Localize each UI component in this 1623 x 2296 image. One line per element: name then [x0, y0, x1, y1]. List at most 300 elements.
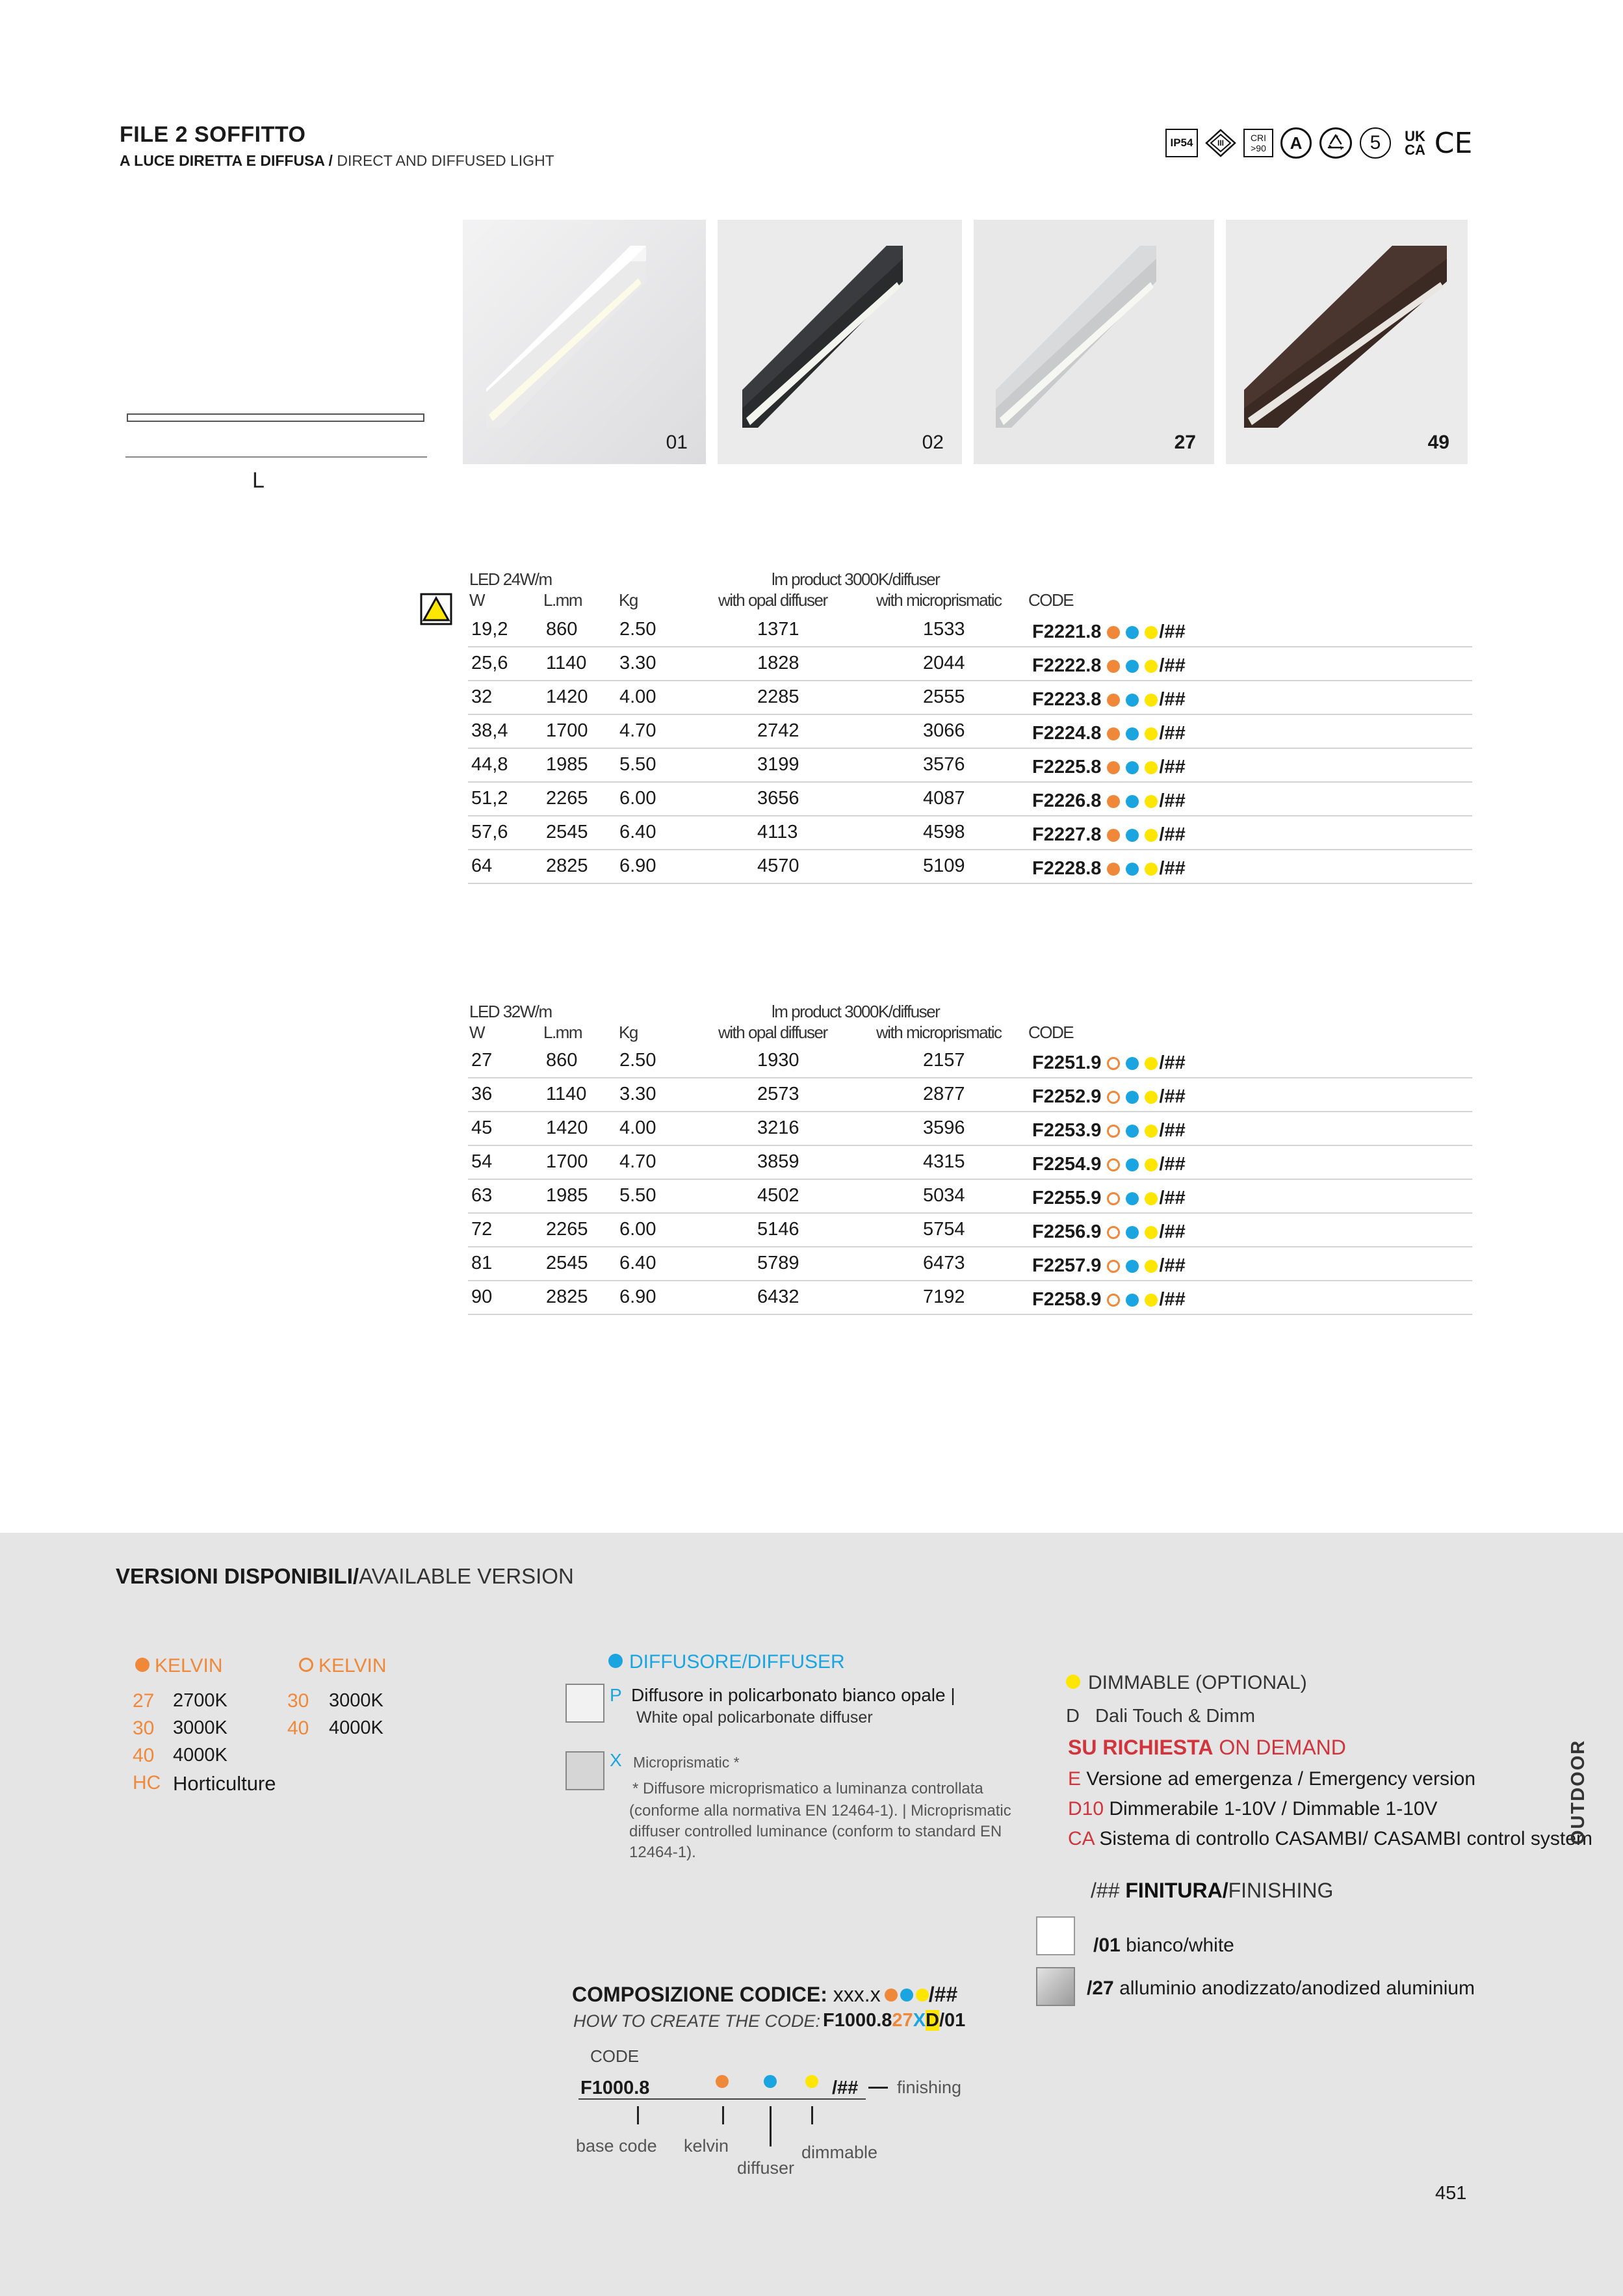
table-32w-col-code: CODE: [1028, 1023, 1074, 1042]
diffuser-x-code: X: [610, 1750, 622, 1770]
finish-suffix: /##: [1159, 790, 1186, 811]
diagram-tick-diffuser: [770, 2106, 772, 2146]
composition-pattern-start: xxx.x: [833, 1983, 881, 2006]
diagram-diffuser-dot-icon: [764, 2075, 777, 2088]
cell-kg: 6.90: [619, 855, 656, 876]
diagram-finish-arrow: [868, 2087, 888, 2089]
cri-line1: CRI: [1250, 133, 1267, 143]
dimmable-dot-icon: [1145, 694, 1158, 707]
diffuser-x-line3: diffuser controlled luminance (conform to standard EN: [629, 1823, 1002, 1840]
photo-label-49: 49: [1427, 432, 1449, 453]
diagram-finishing-label: finishing: [897, 2078, 962, 2097]
diffuser-dot-icon: [1126, 1226, 1139, 1239]
cell-kg: 6.00: [619, 1219, 656, 1240]
on-demand-code-ca: CA: [1068, 1828, 1095, 1849]
kelvin-outline-text-4000: 4000K: [329, 1717, 383, 1738]
cell-w: 57,6: [471, 822, 508, 842]
dimmable-dot-icon: [1066, 1675, 1080, 1689]
cell-kg: 4.00: [619, 1117, 656, 1138]
table-24w-lm-header: lm product 3000K/diffuser: [772, 569, 940, 589]
finish-suffix: /##: [1159, 1154, 1186, 1175]
code-example-kelvin: 27: [892, 2010, 913, 2031]
diffuser-x-line2: (conforme alla normativa EN 12464-1). | Microprismatic: [629, 1802, 1011, 1820]
product-code: F2257.9: [1032, 1255, 1102, 1276]
cell-code: [1032, 1188, 1186, 1209]
kelvin-outline-dot-icon: [299, 1658, 313, 1672]
dimmable-dot-icon: [1145, 727, 1158, 740]
kelvin-dot-icon: [1107, 727, 1120, 740]
ukca-line2: CA: [1405, 142, 1425, 158]
finishing-title-bold: FINITURA/: [1125, 1879, 1228, 1902]
dimmable-d-code: D: [1066, 1706, 1080, 1727]
cell-lm-micro: 3576: [923, 754, 965, 775]
opal-diffuser-swatch: [565, 1684, 604, 1723]
table-32w-col-micro: with microprismatic: [876, 1023, 1002, 1042]
table-row: [468, 850, 1472, 884]
diagram-base-code: F1000.8: [580, 2078, 650, 2098]
cell-lm-opal: 1930: [757, 1050, 799, 1071]
dimmable-dot-icon: [1145, 626, 1158, 639]
cell-lm-micro: 2555: [923, 686, 965, 707]
ukca-line1: UK: [1405, 128, 1425, 144]
product-code: F2225.8: [1032, 757, 1102, 777]
cell-code: [1032, 858, 1186, 880]
cell-length: 1140: [546, 1084, 587, 1104]
kelvin-dot-icon: [1107, 829, 1120, 842]
product-photo-27: [974, 220, 1214, 464]
finish-aluminium-swatch: [1036, 1967, 1075, 2006]
cell-length: 2825: [546, 1286, 588, 1307]
composition-diffuser-dot-icon: [900, 1989, 913, 2002]
finish-suffix: /##: [1159, 1052, 1186, 1073]
length-dimension-line: [125, 456, 427, 458]
length-diagram-bar: [127, 413, 424, 422]
cell-lm-opal: 2742: [757, 720, 799, 741]
table-row: [468, 749, 1472, 783]
cell-lm-opal: 3656: [757, 788, 799, 809]
cell-code: [1032, 1221, 1186, 1243]
diagram-tick-kelvin: [722, 2106, 724, 2124]
cri-line2: >90: [1251, 143, 1266, 153]
diffuser-dot-icon: [1126, 727, 1139, 740]
kelvin-dot-icon: [1107, 1294, 1120, 1307]
cell-w: 27: [471, 1050, 493, 1071]
finishing-prefix: /##: [1091, 1879, 1120, 1902]
cell-kg: 4.70: [619, 1151, 656, 1172]
cell-lm-opal: 1828: [757, 653, 799, 673]
cell-lm-micro: 4087: [923, 788, 965, 809]
warranty-icon: 5: [1360, 127, 1391, 159]
finish-suffix: /##: [1159, 1086, 1186, 1107]
cell-lm-opal: 4113: [757, 822, 798, 842]
cell-length: 2545: [546, 822, 588, 842]
cell-length: 2265: [546, 788, 588, 809]
product-code: F2255.9: [1032, 1188, 1102, 1208]
diagram-finish-code: /##: [832, 2078, 859, 2098]
cell-lm-opal: 3859: [757, 1151, 799, 1172]
cell-kg: 4.70: [619, 720, 656, 741]
kelvin-outline-header: [299, 1655, 387, 1677]
cell-kg: 4.00: [619, 686, 656, 707]
cell-w: 64: [471, 855, 493, 876]
cell-length: 860: [546, 619, 578, 640]
code-example-finish: /01: [939, 2010, 966, 2031]
table-32w-lm-header: lm product 3000K/diffuser: [772, 1002, 940, 1021]
finish-suffix: /##: [1159, 1120, 1186, 1141]
on-demand-option-ca: [1068, 1828, 1592, 1850]
diffuser-p-line1: Diffusore in policarbonato bianco opale |: [631, 1685, 955, 1705]
lamp-aluminium-icon: [974, 220, 1214, 464]
cell-kg: 2.50: [619, 619, 656, 640]
class-iii-label: III: [1217, 138, 1224, 148]
composition-dimm-dot-icon: [916, 1989, 929, 2002]
product-code: F2227.8: [1032, 824, 1102, 845]
finishing-title-rest: FINISHING: [1228, 1879, 1334, 1902]
dimmable-dot-icon: [1145, 1294, 1158, 1307]
cell-kg: 6.40: [619, 1253, 656, 1273]
diffuser-x-line4: 12464-1).: [629, 1844, 696, 1861]
diffuser-dot-icon: [608, 1654, 623, 1668]
subtitle-rest: DIRECT AND DIFFUSED LIGHT: [332, 152, 554, 169]
table-row: [468, 647, 1472, 681]
cell-code: [1032, 1052, 1186, 1074]
diffuser-dot-icon: [1126, 694, 1139, 707]
cell-lm-micro: 2044: [923, 653, 965, 673]
cell-code: [1032, 824, 1186, 846]
warning-icon: [420, 593, 452, 625]
on-demand-title: [1068, 1736, 1346, 1760]
table-24w-col-code: CODE: [1028, 590, 1074, 610]
cell-lm-micro: 4315: [923, 1151, 965, 1172]
cell-w: 51,2: [471, 788, 508, 809]
cell-kg: 5.50: [619, 754, 656, 775]
composition-kelvin-dot-icon: [885, 1989, 898, 2002]
on-demand-text-d10: Dimmerabile 1-10V / Dimmable 1-10V: [1109, 1798, 1438, 1820]
cell-lm-micro: 5034: [923, 1185, 965, 1206]
kelvin-dot-icon: [1107, 1226, 1120, 1239]
cell-code: [1032, 1289, 1186, 1311]
cell-code: [1032, 1154, 1186, 1175]
product-code: F2254.9: [1032, 1154, 1102, 1175]
kelvin-dot-icon: [1107, 1125, 1120, 1138]
kelvin-dot-icon: [1107, 1260, 1120, 1273]
table-32w-col-kg: Kg: [619, 1023, 638, 1042]
table-row: [468, 715, 1472, 749]
table-24w-col-kg: Kg: [619, 590, 638, 610]
cell-w: 63: [471, 1185, 493, 1206]
cell-w: 54: [471, 1151, 493, 1172]
diagram-dimm-dot-icon: [805, 2075, 818, 2088]
table-row: [468, 1045, 1472, 1078]
dimmable-dot-icon: [1145, 1091, 1158, 1104]
kelvin-dot-icon: [1107, 1091, 1120, 1104]
cell-lm-micro: 3596: [923, 1117, 965, 1138]
versions-title-rest: AVAILABLE VERSION: [359, 1564, 574, 1588]
kelvin-text-2700: 2700K: [173, 1690, 227, 1711]
cell-code: [1032, 689, 1186, 711]
cell-code: [1032, 1255, 1186, 1277]
dimmable-dot-icon: [1145, 1158, 1158, 1171]
diagram-tick-dimmable: [811, 2106, 813, 2124]
legend-kelvin: kelvin: [684, 2136, 729, 2156]
cell-code: [1032, 723, 1186, 744]
kelvin-filled-dot-icon: [135, 1658, 149, 1672]
cell-lm-micro: 7192: [923, 1286, 965, 1307]
finish-item-01: [1093, 1935, 1234, 1957]
product-code: F2251.9: [1032, 1052, 1102, 1073]
table-row: [468, 1247, 1472, 1281]
dimmable-d-text: Dali Touch & Dimm: [1095, 1706, 1256, 1727]
dimmable-dot-icon: [1145, 761, 1158, 774]
cell-length: 2545: [546, 1253, 588, 1273]
table-32w-title: LED 32W/m: [469, 1002, 552, 1021]
on-demand-text-ca: Sistema di controllo CASAMBI/ CASAMBI control system: [1099, 1828, 1592, 1849]
cell-w: 45: [471, 1117, 493, 1138]
product-subtitle: [120, 152, 554, 170]
kelvin-text-4000: 4000K: [173, 1745, 227, 1766]
cell-lm-micro: 6473: [923, 1253, 965, 1273]
table-32w-col-l: L.mm: [543, 1023, 582, 1042]
dimmable-dot-icon: [1145, 660, 1158, 673]
versions-title: [116, 1564, 574, 1589]
cell-lm-opal: 5146: [757, 1219, 799, 1240]
diffuser-dot-icon: [1126, 761, 1139, 774]
cell-code: [1032, 621, 1186, 643]
cell-lm-opal: 4502: [757, 1185, 799, 1206]
kelvin-code-27: 27: [133, 1690, 155, 1712]
table-row: [468, 1281, 1472, 1315]
photo-label-27: 27: [1174, 432, 1196, 453]
cell-lm-opal: 2285: [757, 686, 799, 707]
cell-lm-opal: 2573: [757, 1084, 799, 1104]
finish-suffix: /##: [1159, 858, 1186, 879]
kelvin-outline-code-30: 30: [287, 1690, 309, 1712]
diagram-tick-base: [637, 2106, 639, 2124]
available-versions-panel: [0, 1533, 1623, 2296]
table-24w-col-opal: with opal diffuser: [718, 590, 827, 610]
kelvin-dot-icon: [1107, 626, 1120, 639]
cell-kg: 6.00: [619, 788, 656, 809]
legend-dimmable: dimmable: [801, 2143, 878, 2162]
diffuser-dot-icon: [1126, 1057, 1139, 1070]
subtitle-bold: A LUCE DIRETTA E DIFFUSA /: [120, 152, 333, 169]
dimmable-dot-icon: [1145, 1260, 1158, 1273]
table-row: [468, 1214, 1472, 1247]
finish-white-swatch: [1036, 1916, 1075, 1955]
table-row: [468, 1112, 1472, 1146]
diffuser-dot-icon: [1126, 1294, 1139, 1307]
finish-suffix: /##: [1159, 824, 1186, 845]
cell-kg: 3.30: [619, 1084, 656, 1104]
recycle-icon: [1319, 127, 1352, 159]
how-to-label: HOW TO CREATE THE CODE:: [573, 2011, 821, 2031]
cell-kg: 3.30: [619, 653, 656, 673]
diffuser-p-code: P: [610, 1685, 622, 1705]
cell-code: [1032, 1086, 1186, 1108]
table-32w-col-opal: with opal diffuser: [718, 1023, 827, 1042]
cell-length: 1700: [546, 720, 588, 741]
cell-kg: 6.40: [619, 822, 656, 842]
finish-text-27: alluminio anodizzato/anodized aluminium: [1119, 1977, 1475, 1999]
on-demand-option-e: [1068, 1768, 1475, 1790]
on-demand-text-e: Versione ad emergenza / Emergency version: [1086, 1768, 1476, 1790]
legend-diffuser: diffuser: [737, 2158, 795, 2178]
diffuser-dot-icon: [1126, 1125, 1139, 1138]
finish-suffix: /##: [1159, 621, 1186, 642]
product-title: FILE 2 SOFFITTO: [120, 122, 306, 147]
cell-length: 2265: [546, 1219, 588, 1240]
code-example-dimm: D: [926, 2010, 939, 2031]
table-24w-title: LED 24W/m: [469, 569, 552, 589]
kelvin-dot-icon: [1107, 761, 1120, 774]
cell-lm-opal: 3216: [757, 1117, 799, 1138]
code-example: [823, 2010, 965, 2031]
cell-lm-opal: 4570: [757, 855, 799, 876]
product-code: F2258.9: [1032, 1289, 1102, 1310]
ce-icon: CE: [1434, 126, 1473, 160]
finish-text-01: bianco/white: [1126, 1935, 1234, 1956]
finish-suffix: /##: [1159, 1188, 1186, 1208]
dimmable-dot-icon: [1145, 795, 1158, 808]
cell-kg: 6.90: [619, 1286, 656, 1307]
finish-suffix: /##: [1159, 723, 1186, 744]
cell-kg: 2.50: [619, 1050, 656, 1071]
code-label: CODE: [590, 2046, 640, 2066]
table-row: [468, 783, 1472, 816]
diagram-kelvin-dot-icon: [716, 2075, 729, 2088]
ukca-icon: [1399, 127, 1431, 159]
diagram-underline: [578, 2098, 866, 2100]
cell-code: [1032, 757, 1186, 778]
cell-lm-micro: 1533: [923, 619, 965, 640]
lamp-white-icon: [463, 220, 706, 464]
kelvin-dot-icon: [1107, 1057, 1120, 1070]
cell-length: 1420: [546, 686, 588, 707]
diffuser-dot-icon: [1126, 829, 1139, 842]
table-row: [468, 614, 1472, 647]
kelvin-dot-icon: [1107, 1158, 1120, 1171]
kelvin-dot-icon: [1107, 660, 1120, 673]
cell-w: 19,2: [471, 619, 508, 640]
table-24w-col-micro: with microprismatic: [876, 590, 1002, 610]
composition-pattern-end: /##: [928, 1983, 958, 2006]
table-row: [468, 1078, 1472, 1112]
cell-w: 32: [471, 686, 493, 707]
table-row: [468, 1146, 1472, 1180]
table-row: [468, 816, 1472, 850]
on-demand-rest: ON DEMAND: [1213, 1736, 1346, 1759]
finish-suffix: /##: [1159, 689, 1186, 710]
on-demand-code-e: E: [1068, 1768, 1082, 1790]
product-code: F2252.9: [1032, 1086, 1102, 1107]
lamp-brown-icon: [1226, 220, 1468, 464]
diffuser-p-line2: White opal policarbonate diffuser: [636, 1708, 873, 1727]
cell-lm-micro: 2877: [923, 1084, 965, 1104]
kelvin-code-30: 30: [133, 1717, 155, 1739]
finish-suffix: /##: [1159, 655, 1186, 676]
class-iii-icon: [1204, 127, 1238, 159]
kelvin-outline-label: KELVIN: [318, 1655, 387, 1676]
ip54-icon: IP54: [1165, 129, 1198, 157]
dimmable-dot-icon: [1145, 1125, 1158, 1138]
product-photo-01: [463, 220, 706, 464]
cell-w: 25,6: [471, 653, 508, 673]
dimmable-dot-icon: [1145, 1226, 1158, 1239]
dimmable-header: [1066, 1672, 1307, 1694]
cell-length: 2825: [546, 855, 588, 876]
product-code: F2228.8: [1032, 858, 1102, 879]
diffuser-dot-icon: [1126, 1260, 1139, 1273]
on-demand-bold: SU RICHIESTA: [1068, 1736, 1214, 1759]
cell-kg: 5.50: [619, 1185, 656, 1206]
dimmable-dot-icon: [1145, 1192, 1158, 1205]
diffuser-dot-icon: [1126, 660, 1139, 673]
a-class-icon: A: [1280, 127, 1312, 159]
photo-label-02: 02: [922, 432, 944, 453]
product-photo-02: [718, 220, 962, 464]
diffuser-dot-icon: [1126, 1158, 1139, 1171]
code-example-diffuser: X: [913, 2010, 926, 2031]
cell-lm-opal: 6432: [757, 1286, 799, 1307]
cell-w: 38,4: [471, 720, 508, 741]
length-label: L: [252, 468, 265, 493]
cell-w: 90: [471, 1286, 493, 1307]
cell-w: 72: [471, 1219, 493, 1240]
product-code: F2226.8: [1032, 790, 1102, 811]
kelvin-text-3000: 3000K: [173, 1717, 227, 1738]
product-code: F2256.9: [1032, 1221, 1102, 1242]
cell-code: [1032, 655, 1186, 677]
photo-label-01: 01: [666, 432, 688, 453]
table-row: [468, 1180, 1472, 1214]
kelvin-outline-text-3000: 3000K: [329, 1690, 383, 1711]
outdoor-side-label: OUTDOOR: [1568, 1739, 1589, 1845]
lamp-black-icon: [718, 220, 962, 464]
finish-suffix: /##: [1159, 1221, 1186, 1242]
cell-w: 81: [471, 1253, 493, 1273]
dimmable-dot-icon: [1145, 863, 1158, 876]
kelvin-dot-icon: [1107, 694, 1120, 707]
cri-icon: [1243, 129, 1273, 157]
finish-code-27: /27: [1087, 1977, 1114, 1999]
cell-length: 1700: [546, 1151, 588, 1172]
diffuser-header: [608, 1651, 845, 1673]
composition-title-bold: COMPOSIZIONE CODICE:: [572, 1983, 827, 2006]
diffuser-x-line1: * Diffusore microprismatico a luminanza controllata: [632, 1780, 983, 1797]
cell-w: 44,8: [471, 754, 508, 775]
cell-code: [1032, 1120, 1186, 1141]
kelvin-dot-icon: [1107, 863, 1120, 876]
diffuser-dot-icon: [1126, 795, 1139, 808]
dimmable-dot-icon: [1145, 1057, 1158, 1070]
cell-lm-micro: 2157: [923, 1050, 965, 1071]
legend-base-code: base code: [576, 2136, 657, 2156]
diffuser-dot-icon: [1126, 1192, 1139, 1205]
finishing-header: [1091, 1879, 1333, 1903]
cell-lm-opal: 3199: [757, 754, 799, 775]
finish-code-01: /01: [1093, 1935, 1121, 1956]
kelvin-filled-label: KELVIN: [155, 1655, 223, 1676]
kelvin-text-horticulture: Horticulture: [173, 1772, 276, 1795]
product-photo-49: [1226, 220, 1468, 464]
product-code: F2224.8: [1032, 723, 1102, 744]
table-24w-col-w: W: [469, 590, 485, 610]
kelvin-outline-code-40: 40: [287, 1717, 309, 1739]
cell-w: 36: [471, 1084, 493, 1104]
product-code: F2221.8: [1032, 621, 1102, 642]
cell-lm-micro: 5754: [923, 1219, 965, 1240]
cell-length: 1420: [546, 1117, 588, 1138]
